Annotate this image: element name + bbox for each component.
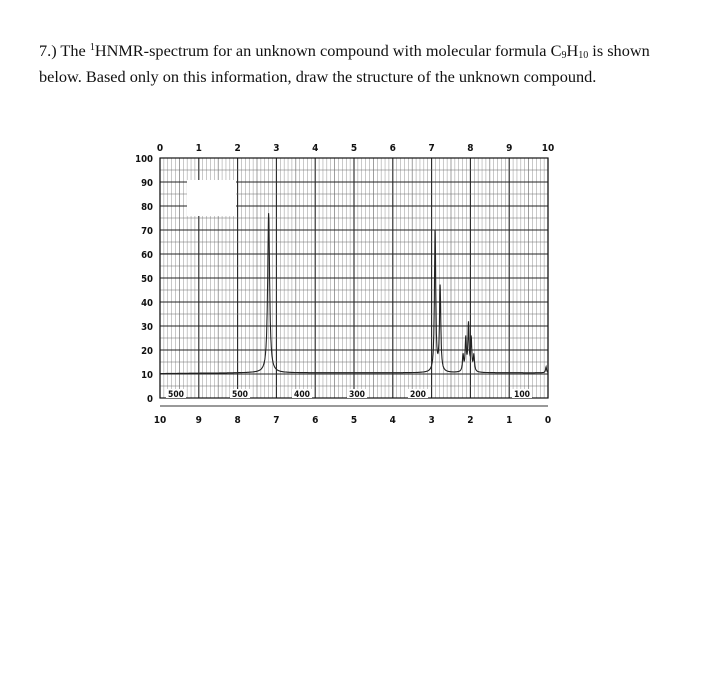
top-axis-tick-label: 7 <box>428 143 435 154</box>
question-text: 7.) The $^1$HNMR-spectrum for an unknown compound with molecular formula $C_9H_{10}$ is shown below. Based only on this information, draw the structure of the unknown compound. <box>39 41 650 86</box>
hz-marker: 500 <box>232 390 248 400</box>
y-axis-tick-label: 80 <box>141 202 153 213</box>
y-axis-tick-label: 10 <box>141 370 153 381</box>
y-axis-tick-label: 0 <box>147 394 153 405</box>
top-axis-tick-label: 2 <box>234 143 241 154</box>
top-axis-tick-label: 8 <box>467 143 474 154</box>
y-axis-tick-label: 40 <box>141 298 153 309</box>
bottom-axis-tick-label: 1 <box>506 415 513 426</box>
top-axis-tick-label: 0 <box>156 143 164 154</box>
hz-marker: 400 <box>294 390 310 400</box>
bottom-axis-tick-label: 3 <box>428 415 435 426</box>
bottom-axis-tick-label: 9 <box>195 415 202 426</box>
top-axis-tick-label: 6 <box>389 143 396 154</box>
hz-marker: 200 <box>410 390 426 400</box>
bottom-axis-tick-label: 8 <box>234 415 241 426</box>
top-axis-tick-label: 9 <box>506 143 513 154</box>
top-axis-tick-label: 5 <box>350 143 358 154</box>
top-axis-tick-label: 3 <box>273 143 280 154</box>
top-axis-tick-label: 4 <box>312 143 319 154</box>
hz-marker: 100 <box>514 390 530 400</box>
bottom-axis-tick-label: 0 <box>544 415 552 426</box>
y-axis-tick-label: 30 <box>141 322 153 333</box>
hz-marker: 500 <box>168 390 184 400</box>
y-axis-tick-label: 60 <box>141 250 153 261</box>
bottom-axis-tick-label: 6 <box>312 415 319 426</box>
y-axis-tick-label: 90 <box>141 178 153 189</box>
bottom-axis-tick-label: 4 <box>389 415 396 426</box>
bottom-axis-tick-label: 7 <box>273 415 280 426</box>
y-axis-tick-label: 50 <box>141 274 153 285</box>
bottom-axis-tick-label: 2 <box>467 415 474 426</box>
top-axis-tick-label: 1 <box>195 143 202 154</box>
hz-marker: 300 <box>349 390 365 400</box>
question-number: 7.) <box>39 41 57 60</box>
y-axis-tick-label: 20 <box>141 346 153 357</box>
y-axis-tick-label: 70 <box>141 226 153 237</box>
blank-label-box <box>187 180 236 216</box>
bottom-axis-tick-label: 5 <box>350 415 358 426</box>
top-axis-tick-label: 10 <box>541 143 555 154</box>
y-axis-tick-label: 100 <box>135 154 153 165</box>
bottom-axis-tick-label: 10 <box>153 415 167 426</box>
